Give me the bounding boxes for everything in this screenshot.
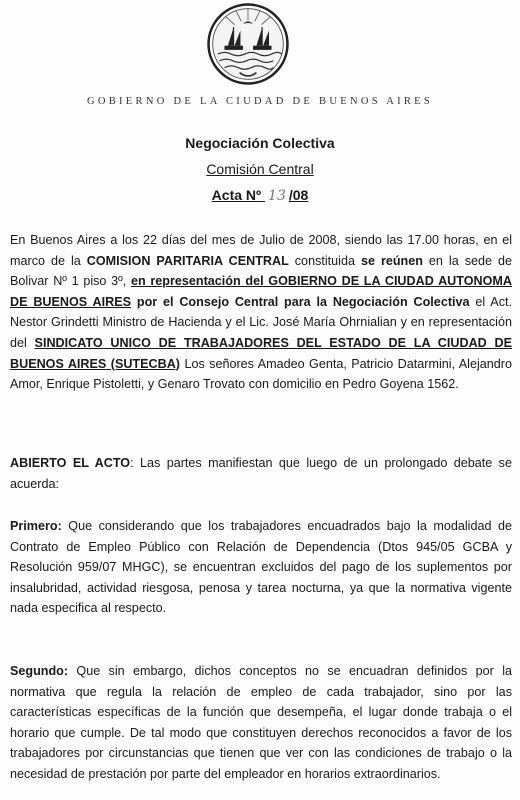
acta-prefix: Acta Nº [211,187,262,203]
paragraph-intro: En Buenos Aires a los 22 días del mes de Julio de 2008, siendo las 17.00 horas, en el marco de la COMISION PARITARIA CENTRAL constituida se reúnen en la sede de Bolivar Nº 1 piso 3º, en representación del GOBIERNO DE LA CIUDAD AUTONOMA DE BUENOS AIRES por el Consejo Central para la Negociación Colectiva el Act. Nestor Grindetti Ministro de Hacienda y el Lic. José María Ohrnialian y en representación del SINDICATO UNICO DE TRABAJADORES DEL ESTADO DE LA CIUDAD DE BUENOS AIRES (SUTECBA) Los señores Amadeo Genta, Patricio Datarmini, Alejandro Amor, Enrique Pistoletti, y Genaro Trovato con domicilio en Pedro Goyena 1562. [10,233,512,392]
government-header: GOBIERNO DE LA CIUDAD DE BUENOS AIRES [86,96,434,107]
title-negociacion-colectiva: Negociación Colectiva [185,135,335,151]
paragraph-abierto-el-acto: ABIERTO EL ACTO: Las partes manifiestan que luego de un prolongado debate se acuerda: [10,456,512,491]
acta-suffix: /08 [288,187,309,203]
title-acta-number [0,187,520,204]
paragraph-segundo: Segundo: Que sin embargo, dichos conceptos no se encuadran definidos por la normativa que regula la relación de empleo de cada trabajador, sino por las características específicas de la función que desempeña, el lugar donde trabaja o el horario que cumple. De tal modo que constituyen derechos reconocidos a favor de los trabajadores por circunstancias que tienen que ver con las condiciones de trabajo o la necesidad de prestación por parte del empleador en horarios extraordinarios. [10,664,512,781]
coat-of-arms-seal-icon [206,2,290,86]
paragraph-primero: Primero: Que considerando que los trabajadores encuadrados bajo la modalidad de Contrato de Empleo Público con Relación de Dependencia (Dtos 945/05 GCBA y Resolución 959/07 MHGC), se encuentran excluidos del pago de los suplementos por insalubridad, actividad riesgosa, penosa y tarea nocturna, ya que la normativa vigente nada especifica al respecto. [10,519,512,616]
acta-number-handwritten: 13 [268,188,286,204]
title-comision-central: Comisión Central [206,161,314,177]
